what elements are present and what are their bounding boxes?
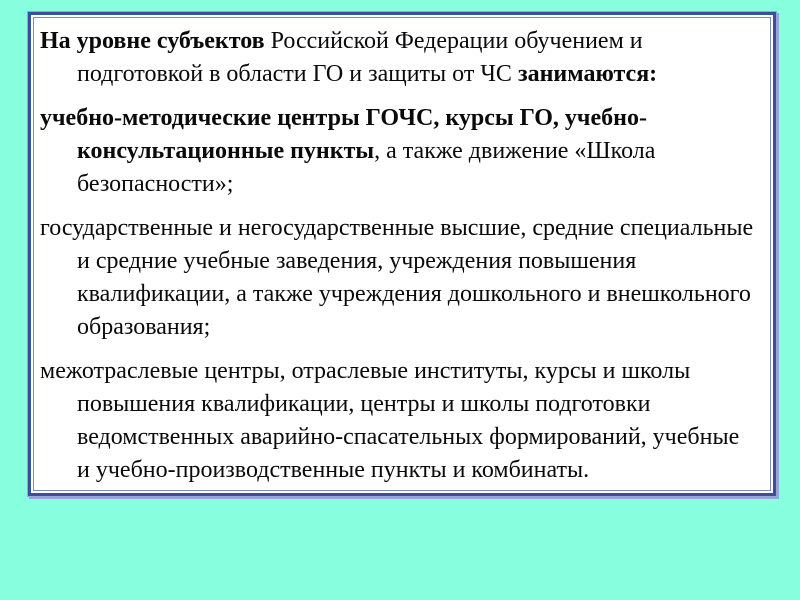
paragraph	[40, 25, 755, 91]
slide-text	[35, 19, 769, 489]
paragraph	[40, 355, 755, 487]
paragraph	[40, 102, 755, 201]
text-segment: , а также движение «Школа безопасности»;	[77, 138, 656, 197]
text-segment: государственные и негосударственные высшие, средние специальные и средние учебные заведения, учреждения повышения квалификации, а также учреждения дошкольного и внешкольного образования;	[40, 215, 754, 340]
text-segment: Российской Федерации обучением и подготовкой в области ГО и защиты от ЧС	[77, 28, 643, 87]
text-segment: На уровне субъектов	[40, 28, 271, 54]
paragraph	[40, 212, 755, 344]
text-segment: занимаются:	[517, 61, 658, 87]
text-segment: межотраслевые центры, отраслевые институты, курсы и школы повышения квалификации, центры и школы подготовки ведомственных аварийно-спасательных формирований, учебные и учебно-производственные пункты и комбинаты.	[40, 358, 740, 483]
text-segment: учебно-методические центры ГОЧС, курсы ГО, учебно-консультационные пункты	[40, 105, 647, 164]
content-box	[28, 12, 776, 496]
